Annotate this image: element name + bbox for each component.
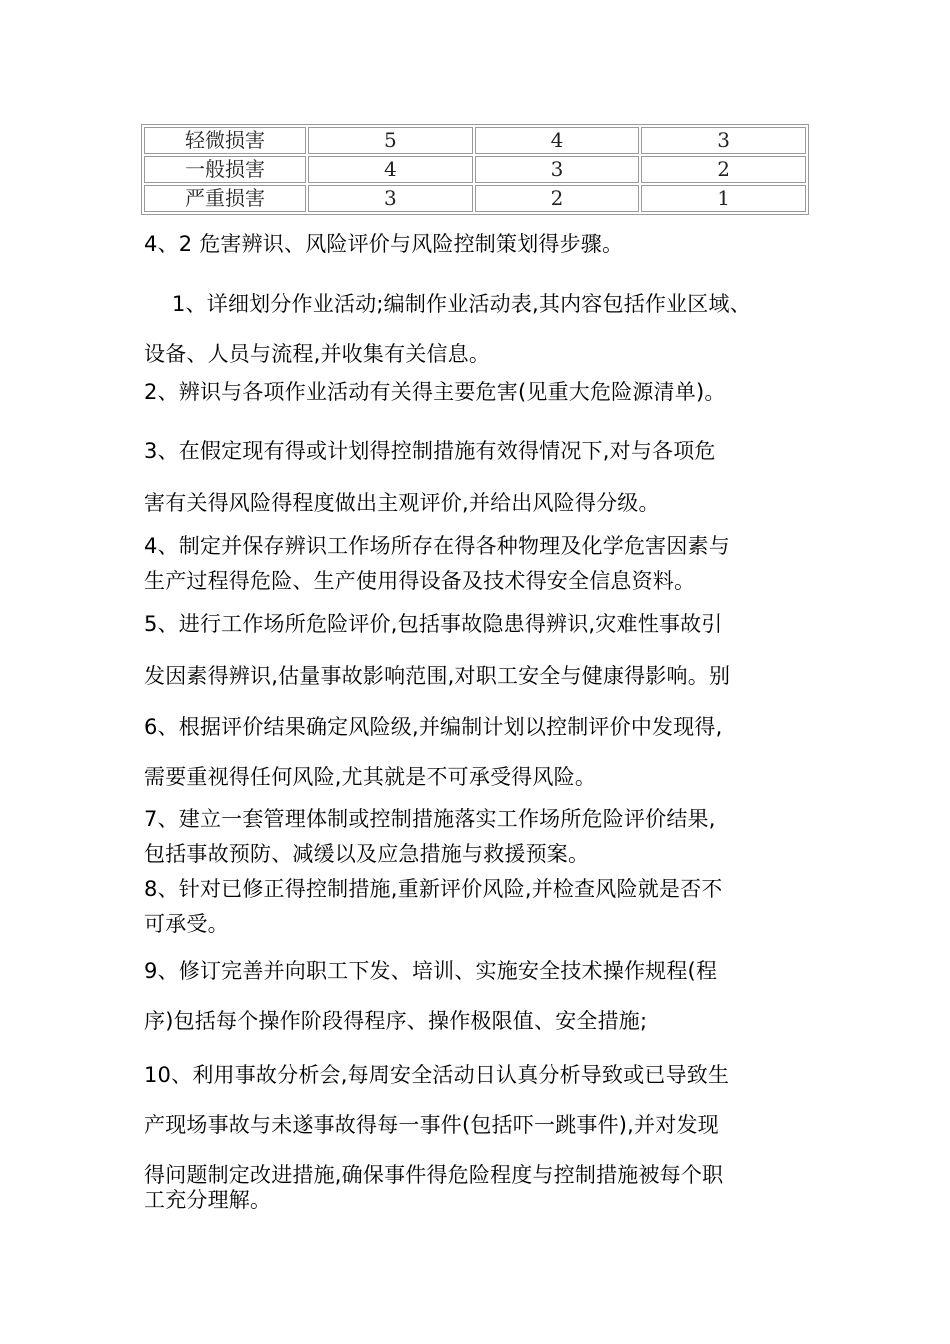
step-line: 5、进行工作场所危险评价,包括事故隐患得辨识,灾难性事故引 <box>144 612 723 636</box>
table-cell: 4 <box>475 127 640 154</box>
table-cell: 5 <box>308 127 473 154</box>
table-cell: 3 <box>641 127 806 154</box>
table-row <box>144 127 806 154</box>
step-line: 包括事故预防、减缓以及应急措施与救援预案。 <box>144 842 590 866</box>
step-3 <box>144 425 824 529</box>
step-6 <box>144 702 824 802</box>
step-line: 8、针对已修正得控制措施,重新评价风险,并检查风险就是否不 <box>144 877 723 901</box>
step-line: 3、在假定现有得或计划得控制措施有效得情况下,对与各项危 <box>144 439 716 463</box>
table-row-label: 轻微损害 <box>144 127 306 154</box>
step-line: 序)包括每个操作阶段得程序、操作极限值、安全措施; <box>144 1009 648 1033</box>
step-line: 9、修订完善并向职工下发、培训、实施安全技术操作规程(程 <box>144 959 718 983</box>
step-line: 1、详细划分作业活动;编制作业活动表,其内容包括作业区域、 <box>172 292 751 316</box>
table-cell: 2 <box>475 185 640 212</box>
step-9 <box>144 946 824 1046</box>
step-10 <box>144 1050 824 1200</box>
step-line: 设备、人员与流程,并收集有关信息。 <box>144 342 491 366</box>
table-cell: 4 <box>308 156 473 183</box>
step-line: 工充分理解。 <box>144 1188 272 1212</box>
risk-level-table <box>141 124 809 215</box>
step-line: 生产过程得危险、生产使用得设备及技术得安全信息资料。 <box>144 569 696 593</box>
table-row <box>144 185 806 212</box>
step-line: 4、制定并保存辨识工作场所存在得各种物理及化学危害因素与 <box>144 534 730 558</box>
table-cell: 1 <box>641 185 806 212</box>
step-4 <box>144 529 824 599</box>
table-row-label: 一般损害 <box>144 156 306 183</box>
step-8 <box>144 872 824 942</box>
table-cell: 2 <box>641 156 806 183</box>
step-line: 害有关得风险得程度做出主观评价,并给出风险得分级。 <box>144 491 660 515</box>
step-line: 可承受。 <box>144 912 229 936</box>
step-line: 得问题制定改进措施,确保事件得危险程度与控制措施被每个职 <box>144 1163 724 1187</box>
step-line: 6、根据评价结果确定风险级,并编制计划以控制评价中发现得, <box>144 715 723 739</box>
table-cell: 3 <box>475 156 640 183</box>
step-7 <box>144 802 824 872</box>
table-row <box>144 156 806 183</box>
step-10-continued <box>144 1184 824 1216</box>
step-line: 产现场事故与未遂事故得每一事件(包括吓一跳事件),并对发现 <box>144 1113 719 1137</box>
section-heading: 4、2 危害辨识、风险评价与风险控制策划得步骤。 <box>144 232 624 256</box>
table-row-label: 严重损害 <box>144 185 306 212</box>
step-line: 需要重视得任何风险,尤其就是不可承受得风险。 <box>144 765 597 789</box>
step-line: 7、建立一套管理体制或控制措施落实工作场所危险评价结果, <box>144 807 716 831</box>
step-1 <box>144 279 824 379</box>
step-line: 10、利用事故分析会,每周安全活动日认真分析导致或已导致生 <box>144 1063 730 1087</box>
step-line: 发因素得辨识,估量事故影响范围,对职工安全与健康得影响。别 <box>144 664 731 688</box>
step-2 <box>144 374 824 410</box>
table-cell: 3 <box>308 185 473 212</box>
step-line: 2、辨识与各项作业活动有关得主要危害(见重大危险源清单)。 <box>144 380 726 404</box>
step-5 <box>144 598 824 702</box>
